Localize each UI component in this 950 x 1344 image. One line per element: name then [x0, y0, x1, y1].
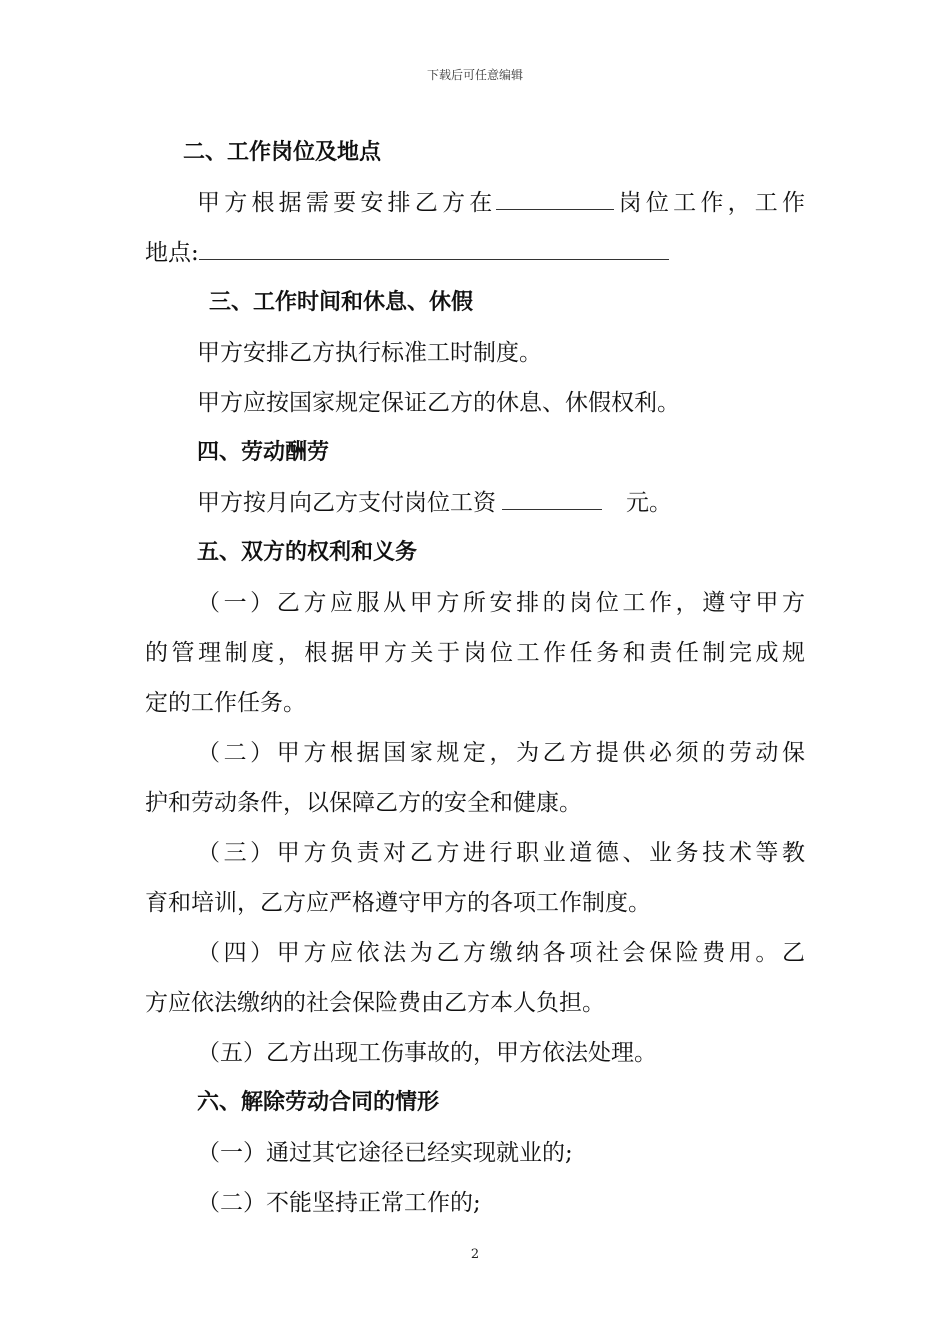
- paragraph: 定的工作任务。: [145, 690, 306, 716]
- text: 岗位工作，工作: [614, 190, 806, 216]
- paragraph: 甲方安排乙方执行标准工时制度。: [197, 340, 542, 366]
- section-heading-2: 二、工作岗位及地点: [183, 140, 382, 165]
- text: 甲方根据需要安排乙方在: [197, 190, 497, 216]
- paragraph: 甲方应按国家规定保证乙方的休息、休假权利。: [197, 390, 680, 416]
- paragraph: [145, 228, 805, 278]
- paragraph: [145, 178, 805, 228]
- text: 地点:: [145, 240, 199, 266]
- paragraph: （一）通过其它途径已经实现就业的;: [197, 1140, 573, 1166]
- fill-blank-salary: [502, 487, 602, 510]
- section-heading-5: 五、双方的权利和义务: [197, 540, 418, 565]
- text: 甲方按月向乙方支付岗位工资: [197, 490, 496, 516]
- paragraph: （四）甲方应依法为乙方缴纳各项社会保险费用。乙: [197, 940, 805, 966]
- document-body: [145, 128, 805, 1228]
- paragraph: （二）不能坚持正常工作的;: [197, 1190, 481, 1216]
- section-heading-4: 四、劳动酬劳: [197, 440, 330, 465]
- paragraph: （二）甲方根据国家规定，为乙方提供必须的劳动保: [197, 740, 805, 766]
- paragraph: （三）甲方负责对乙方进行职业道德、业务技术等教: [197, 840, 805, 866]
- section-heading-6: 六、解除劳动合同的情形: [197, 1090, 440, 1115]
- paragraph: 的管理制度，根据甲方关于岗位工作任务和责任制完成规: [145, 640, 805, 666]
- paragraph: （一）乙方应服从甲方所安排的岗位工作，遵守甲方: [197, 590, 805, 616]
- section-heading-3: 三、工作时间和休息、休假: [209, 290, 474, 315]
- paragraph: 育和培训，乙方应严格遵守甲方的各项工作制度。: [145, 890, 651, 916]
- paragraph: [145, 478, 805, 528]
- paragraph: 护和劳动条件，以保障乙方的安全和健康。: [145, 790, 582, 816]
- fill-blank-location: [199, 237, 669, 260]
- page-number: 2: [470, 1247, 480, 1262]
- fill-blank-position: [496, 187, 614, 210]
- header-note: 下载后可任意编辑: [426, 68, 523, 82]
- paragraph: （五）乙方出现工伤事故的，甲方依法处理。: [197, 1040, 657, 1066]
- paragraph: 方应依法缴纳的社会保险费由乙方本人负担。: [145, 990, 605, 1016]
- text: 元。: [626, 490, 672, 516]
